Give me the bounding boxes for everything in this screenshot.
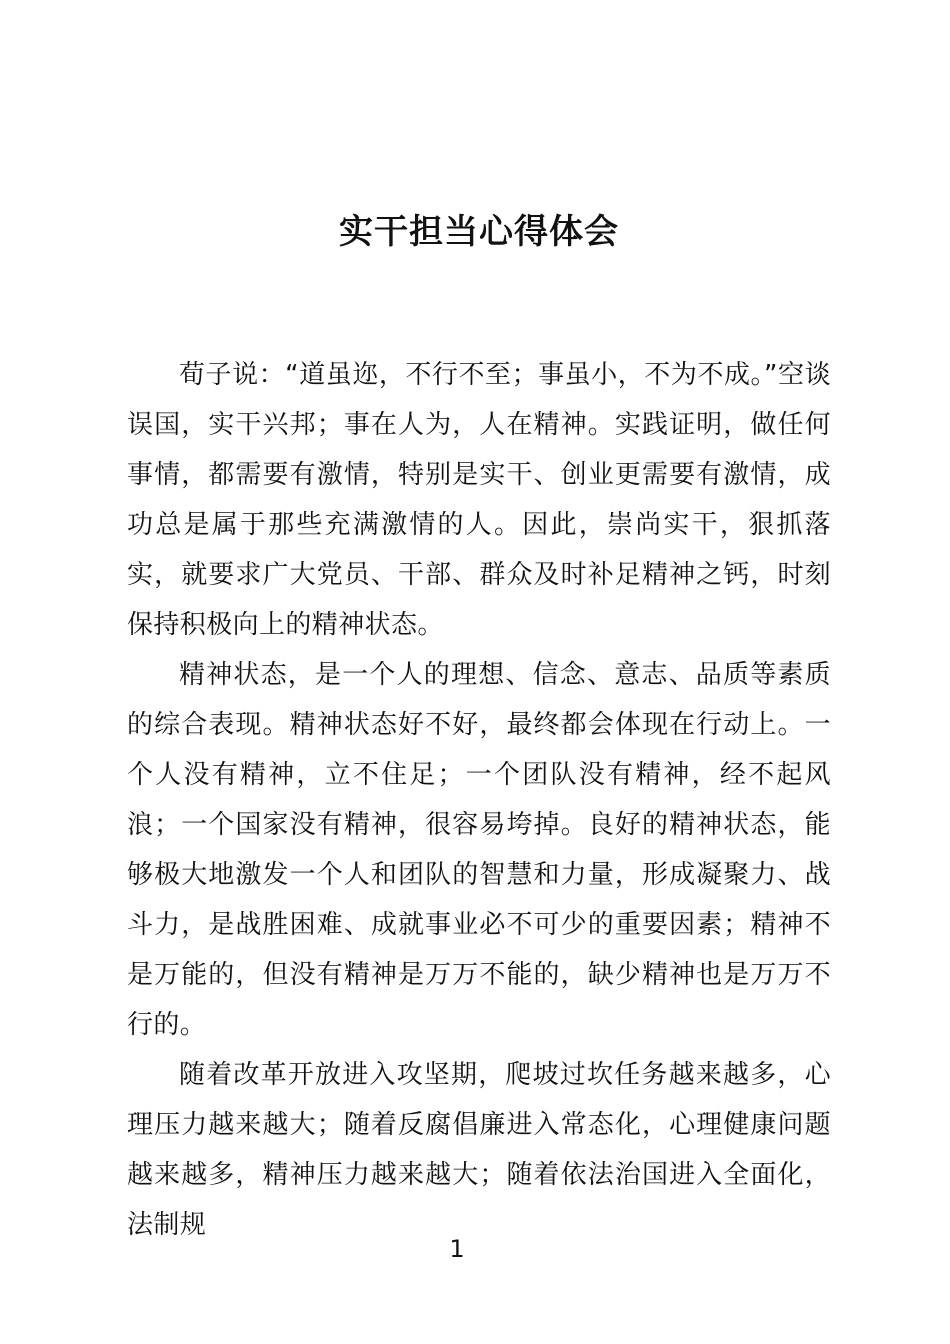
- document-body: [127, 350, 831, 1250]
- document-title: 实干担当心得体会: [339, 212, 619, 252]
- paragraph-1: 荀子说：“道虽迩，不行不至；事虽小，不为不成。”空谈误国，实干兴邦；事在人为，人在精神。实践证明，做任何事情，都需要有激情，特别是实干、创业更需要有激情，成功总是属于那些充满激情的人。因此，崇尚实干，狠抓落实，就要求广大党员、干部、群众及时补足精神之钙，时刻保持积极向上的精神状态。: [127, 360, 831, 640]
- page-number: 1: [449, 1235, 465, 1263]
- paragraph-2: 精神状态，是一个人的理想、信念、意志、品质等素质的综合表现。精神状态好不好，最终都会体现在行动上。一个人没有精神，立不住足；一个团队没有精神，经不起风浪；一个国家没有精神，很容易垮掉。良好的精神状态，能够极大地激发一个人和团队的智慧和力量，形成凝聚力、战斗力，是战胜困难、成就事业必不可少的重要因素；精神不是万能的，但没有精神是万万不能的，缺少精神也是万万不行的。: [127, 660, 831, 1040]
- paragraph-3: 随着改革开放进入攻坚期，爬坡过坎任务越来越多，心理压力越来越大；随着反腐倡廉进入常态化，心理健康问题越来越多，精神压力越来越大；随着依法治国进入全面化，法制规: [127, 1060, 831, 1240]
